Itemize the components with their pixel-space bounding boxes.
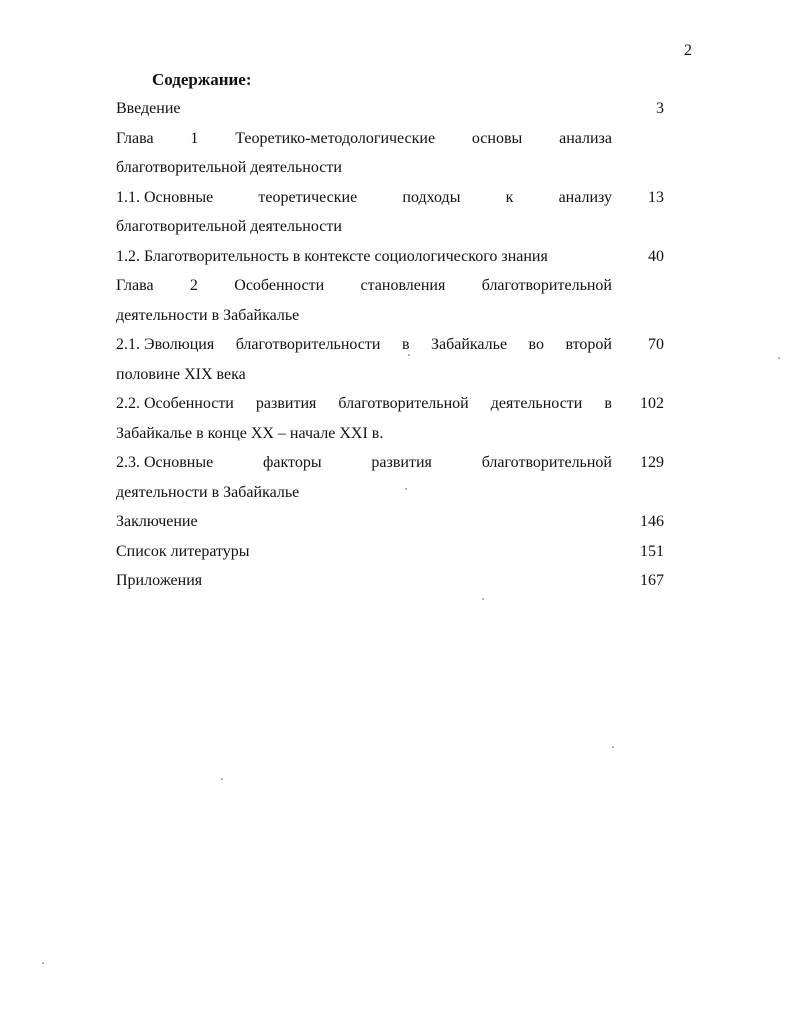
scan-speck <box>42 962 44 964</box>
toc-entry <box>116 183 666 242</box>
toc-word: деятельности в Забайкалье <box>116 483 300 501</box>
toc-word: подходы <box>402 188 461 206</box>
toc-word: благотворительной <box>481 277 612 294</box>
toc-word: деятельности в Забайкалье <box>116 306 300 324</box>
scan-speck <box>221 778 223 780</box>
toc-entry <box>116 124 666 183</box>
toc-entry <box>116 507 666 537</box>
toc-word: половине XIX века <box>116 365 246 383</box>
toc-word: анализа <box>559 129 612 147</box>
toc-entry-text <box>116 124 612 183</box>
toc-word: становления <box>360 277 446 294</box>
toc-entry-line <box>116 537 612 567</box>
toc-entry-text <box>116 507 612 537</box>
toc-word: во <box>528 336 544 353</box>
toc-entry-line <box>116 419 612 449</box>
toc-word: Заключение <box>116 513 198 530</box>
toc-entry-line <box>116 478 612 508</box>
toc-word: Глава <box>116 277 154 294</box>
toc-word: в <box>401 336 410 353</box>
toc-entry-page: 167 <box>640 572 664 589</box>
toc-entry-line <box>116 242 612 272</box>
scan-speck <box>612 746 614 748</box>
toc-word: Приложения <box>116 572 203 589</box>
toc-word: развития <box>255 395 317 412</box>
page-number: 2 <box>684 42 692 59</box>
toc-word: факторы <box>263 454 322 471</box>
toc-word: Теоретико-методологические <box>235 129 436 147</box>
toc-entry-text <box>116 183 612 242</box>
scan-speck <box>408 354 410 356</box>
toc-word: 1.1. Основные <box>116 188 214 206</box>
toc-entry-line <box>116 507 612 537</box>
scan-speck <box>405 488 407 490</box>
toc-entry-page: 3 <box>656 100 664 117</box>
table-of-contents <box>116 94 666 596</box>
toc-entry-line <box>116 183 612 213</box>
toc-entry-line <box>116 301 612 331</box>
toc-word: 2.1. Эволюция <box>116 336 215 353</box>
toc-entry-line <box>116 124 612 154</box>
toc-word: в <box>604 395 612 412</box>
toc-entry-line <box>116 153 612 183</box>
toc-word: 2.3. Основные <box>116 454 214 471</box>
toc-entry-line <box>116 212 612 242</box>
toc-word: благотворительной деятельности <box>116 159 342 176</box>
toc-word: Забайкалье <box>430 336 508 353</box>
toc-entry-line <box>116 389 612 419</box>
toc-entry <box>116 537 666 567</box>
toc-entry-page: 146 <box>640 513 664 530</box>
toc-word: Особенности <box>234 277 325 294</box>
scan-speck <box>778 357 780 359</box>
toc-word: благотворительной деятельности <box>116 218 342 235</box>
toc-word: теоретические <box>258 188 358 206</box>
toc-word: второй <box>565 336 612 353</box>
toc-word: Забайкалье в конце XX – начале XXI в. <box>116 424 384 442</box>
toc-entry-text <box>116 94 612 124</box>
toc-title: Содержание: <box>152 70 252 89</box>
toc-entry-text <box>116 448 612 507</box>
toc-word: к <box>505 188 514 206</box>
toc-entry-text <box>116 537 612 567</box>
toc-word: 1 <box>190 129 199 147</box>
toc-entry-text <box>116 330 612 389</box>
toc-entry-page: 151 <box>640 542 664 560</box>
toc-entry-text <box>116 389 612 448</box>
toc-entry <box>116 448 666 507</box>
toc-word: 2 <box>189 277 198 294</box>
toc-entry-text <box>116 271 612 330</box>
toc-entry <box>116 271 666 330</box>
toc-word: Список литературы <box>116 542 250 560</box>
toc-word: основы <box>471 129 523 147</box>
toc-word: благотворительной <box>481 454 612 471</box>
toc-word: анализу <box>558 188 612 206</box>
toc-word: Введение <box>116 100 181 117</box>
toc-word: развития <box>371 454 432 471</box>
toc-entry-text <box>116 242 612 272</box>
scan-speck <box>482 598 484 600</box>
toc-entry-page: 70 <box>648 336 664 353</box>
toc-word: 2.2. Особенности <box>116 395 234 412</box>
toc-entry <box>116 389 666 448</box>
toc-entry <box>116 94 666 124</box>
toc-word: деятельности <box>490 395 583 412</box>
toc-entry-line <box>116 271 612 301</box>
toc-entry <box>116 242 666 272</box>
toc-entry-line <box>116 360 612 390</box>
toc-entry <box>116 330 666 389</box>
toc-entry-page: 102 <box>640 395 664 412</box>
toc-entry-page: 13 <box>648 188 664 206</box>
toc-entry-line <box>116 566 612 596</box>
toc-entry-line <box>116 330 612 360</box>
toc-entry-line <box>116 448 612 478</box>
toc-word: Глава <box>116 129 154 147</box>
toc-entry <box>116 566 666 596</box>
toc-entry-text <box>116 566 612 596</box>
toc-entry-page: 40 <box>648 247 664 265</box>
toc-word: благотворительной <box>338 395 469 412</box>
toc-word: 1.2. Благотворительность в контексте социологического знания <box>116 247 548 265</box>
toc-word: благотворительности <box>235 336 381 353</box>
toc-entry-line <box>116 94 612 124</box>
toc-entry-page: 129 <box>640 454 664 471</box>
